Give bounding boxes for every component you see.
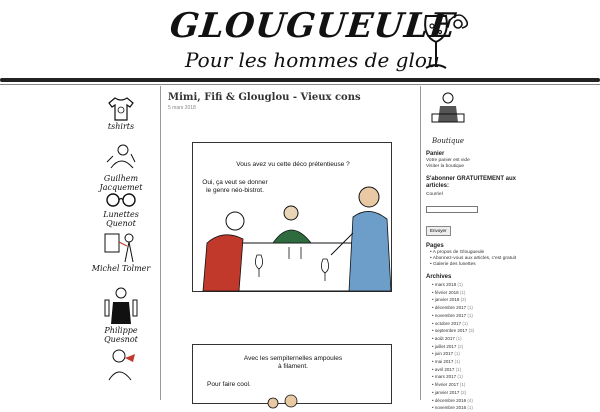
comic-panel-2 xyxy=(192,344,392,404)
archive-month: avril 2017 xyxy=(434,366,455,372)
speech-bubble: Pour faire cool. xyxy=(207,381,251,388)
archive-month: janvier 2018 xyxy=(434,297,460,303)
painter-easel-icon xyxy=(101,230,141,264)
archive-link[interactable]: • septembre 2017 (3) xyxy=(432,328,475,334)
left-nav-label: Guilhem Jacquemet xyxy=(99,174,143,192)
page-link[interactable]: • Abonnez-vous aux articles, c'est gratuit xyxy=(430,256,517,261)
speech-bubble: Avec les sempiternelles ampoules à filament. xyxy=(243,355,343,370)
archives-heading: Archives xyxy=(426,274,452,280)
left-nav-item-michel-tolmer[interactable] xyxy=(90,230,152,273)
column-divider xyxy=(420,86,421,400)
archive-count: (1) xyxy=(454,359,461,365)
subscribe-button[interactable]: Envoyer xyxy=(426,226,451,236)
shop-label: Boutique xyxy=(431,137,465,145)
left-nav-item-philippe-quesnot[interactable] xyxy=(90,286,152,344)
left-nav-item-drinker[interactable] xyxy=(90,346,152,382)
archive-month: mars 2018 xyxy=(434,282,457,287)
archive-month: décembre 2017 xyxy=(434,305,467,311)
archive-count: (4) xyxy=(467,397,473,403)
archive-count: (1) xyxy=(467,312,473,318)
right-sidebar xyxy=(426,88,526,411)
archive-month: février 2018 xyxy=(434,289,459,295)
column-divider xyxy=(160,86,161,400)
cart-empty-text: Votre panier est vide xyxy=(426,158,470,163)
archive-link[interactable]: • août 2017 (1) xyxy=(432,335,462,341)
archive-count: (1) xyxy=(459,289,466,295)
page-link[interactable]: • A propos de Glougueule xyxy=(430,250,485,255)
subscribe-widget xyxy=(426,176,526,237)
archive-link[interactable]: • juin 2017 (1) xyxy=(432,351,460,357)
archive-link[interactable]: • avril 2017 (1) xyxy=(432,366,462,372)
page-link[interactable]: • Galerie des lunettes xyxy=(430,262,476,267)
archive-month: juin 2017 xyxy=(434,351,454,357)
pages-heading: Pages xyxy=(426,243,444,249)
archive-month: août 2017 xyxy=(434,335,455,341)
archive-month: mars 2017 xyxy=(434,374,457,380)
archive-link[interactable]: • mars 2017 (1) xyxy=(432,374,463,380)
archive-link[interactable]: • mars 2018 (1) xyxy=(432,282,463,287)
shopkeeper-icon xyxy=(428,88,468,132)
left-nav-item-guilhem[interactable] xyxy=(90,142,152,192)
archive-count: (1) xyxy=(455,366,462,372)
archive-link[interactable]: • janvier 2017 (2) xyxy=(432,389,467,395)
archive-link[interactable]: • décembre 2016 (4) xyxy=(432,397,473,403)
left-nav-item-tshirts[interactable] xyxy=(90,96,152,131)
site-tagline: Pour les hommes de glou xyxy=(185,48,440,72)
main-content xyxy=(168,92,418,400)
archive-count: (3) xyxy=(468,328,475,334)
archive-count: (1) xyxy=(456,335,462,341)
wine-glass-icon xyxy=(414,10,474,74)
left-nav-label: Philippe Quesnot xyxy=(104,326,138,344)
archive-link[interactable]: • février 2018 (1) xyxy=(432,289,466,295)
archive-link[interactable]: • mai 2017 (1) xyxy=(432,359,461,365)
left-nav-label: Lunettes Quenot xyxy=(103,210,139,228)
waiter-bottles-icon xyxy=(101,286,141,326)
archive-count: (2) xyxy=(460,389,467,395)
drinking-woman-icon xyxy=(101,346,141,382)
archive-link[interactable]: • décembre 2017 (1) xyxy=(432,305,473,311)
archive-link[interactable]: • octobre 2017 (1) xyxy=(432,320,468,326)
archive-link[interactable]: • novembre 2016 (1) xyxy=(432,405,473,411)
archive-month: novembre 2016 xyxy=(434,405,467,411)
visit-shop-link[interactable]: Visiter la boutique xyxy=(426,164,465,169)
archive-count: (2) xyxy=(457,343,464,349)
archives-widget xyxy=(426,274,526,412)
comic-panel-1 xyxy=(192,142,392,292)
post-title[interactable]: Mimi, Fifi & Glouglou - Vieux cons xyxy=(168,92,361,103)
archive-count: (1) xyxy=(459,382,466,388)
archive-link[interactable]: • janvier 2018 (2) xyxy=(432,297,467,303)
archive-month: décembre 2016 xyxy=(434,397,467,403)
archive-count: (2) xyxy=(460,297,467,303)
archive-month: mai 2017 xyxy=(434,359,454,365)
pages-widget xyxy=(426,243,526,268)
drinker-drawing-icon xyxy=(101,142,141,174)
tshirt-icon xyxy=(107,96,135,122)
left-nav xyxy=(90,88,152,400)
left-nav-item-lunettes[interactable] xyxy=(90,190,152,228)
archive-count: (1) xyxy=(467,405,473,411)
site-logo[interactable]: GLOUGUEULE xyxy=(167,6,459,46)
archive-link[interactable]: • juillet 2017 (2) xyxy=(432,343,464,349)
archive-count: (1) xyxy=(454,351,460,357)
comic-drawing xyxy=(193,345,391,403)
archive-count: (1) xyxy=(457,282,463,287)
left-nav-label: Michel Tolmer xyxy=(91,264,151,273)
archive-month: octobre 2017 xyxy=(434,320,462,326)
glasses-icon xyxy=(103,190,139,210)
archive-month: juillet 2017 xyxy=(434,343,457,349)
archive-link[interactable]: • novembre 2017 (1) xyxy=(432,312,473,318)
archive-count: (1) xyxy=(462,320,468,326)
archive-link[interactable]: • février 2017 (1) xyxy=(432,382,466,388)
cart-widget xyxy=(426,151,526,170)
archive-month: novembre 2017 xyxy=(434,312,467,318)
left-nav-label: tshirts xyxy=(107,122,135,131)
shop-link[interactable] xyxy=(428,88,468,145)
cart-heading: Panier xyxy=(426,151,445,157)
post-date: 5 mars 2018 xyxy=(168,105,196,111)
archive-month: septembre 2017 xyxy=(434,328,468,334)
speech-bubble: Oui, ça veut se donner le genre néo-bistrot. xyxy=(202,179,268,194)
subscribe-heading: S'abonner GRATUITEMENT aux articles: xyxy=(426,176,516,189)
email-field[interactable] xyxy=(426,206,478,213)
archive-count: (1) xyxy=(467,305,473,311)
email-label: Courriel xyxy=(426,192,443,197)
archive-month: février 2017 xyxy=(434,382,459,388)
archive-list xyxy=(426,281,526,412)
comic-drawing xyxy=(193,143,391,291)
speech-bubble: Vous avez vu cette déco prétentieuse ? xyxy=(236,161,350,168)
site-header xyxy=(0,0,600,78)
archive-count: (1) xyxy=(457,374,463,380)
header-divider-thin xyxy=(0,84,600,85)
header-divider xyxy=(0,78,600,82)
archive-month: janvier 2017 xyxy=(434,389,460,395)
